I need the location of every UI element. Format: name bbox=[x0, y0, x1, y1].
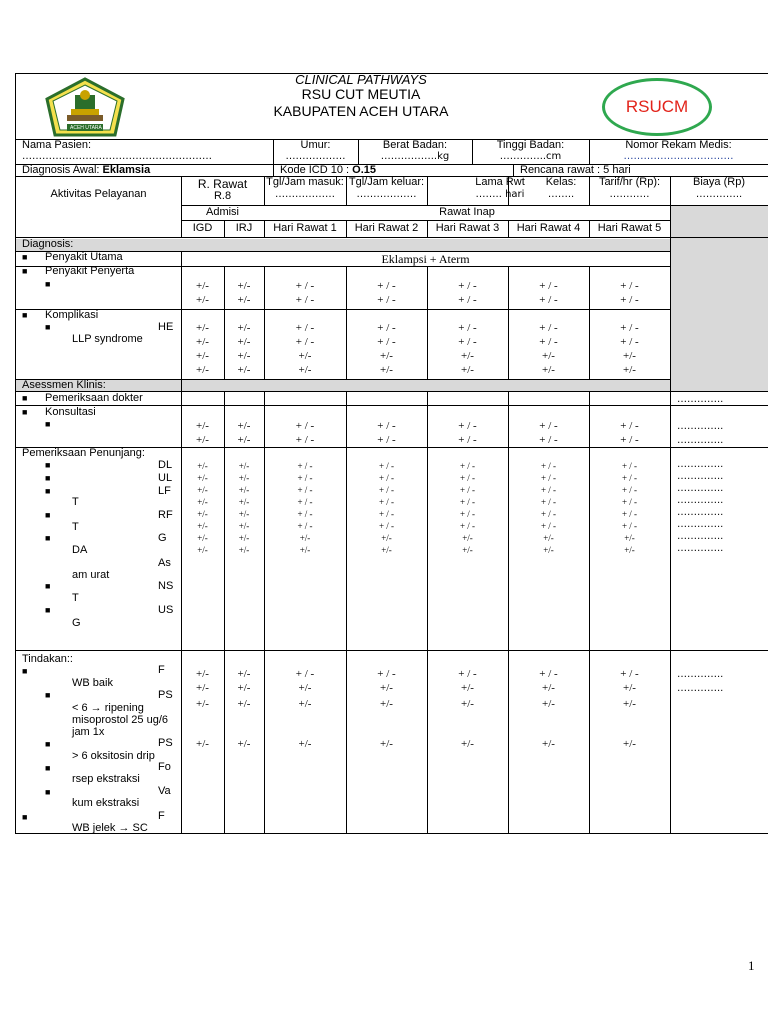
penunjang-item: T bbox=[72, 521, 79, 533]
pm-mark[interactable]: +/- bbox=[461, 738, 474, 750]
pm-mark[interactable]: + / - bbox=[621, 497, 638, 507]
pm-mark[interactable]: +/- bbox=[197, 473, 208, 483]
nama-pasien-label: Nama Pasien: bbox=[22, 139, 92, 151]
pm-mark[interactable]: + / - bbox=[295, 280, 315, 292]
pm-mark[interactable]: + / - bbox=[540, 521, 557, 531]
konsultasi-label: Konsultasi bbox=[45, 406, 96, 418]
biaya-dots[interactable]: ………….. bbox=[677, 471, 724, 482]
bullet-icon: ■ bbox=[22, 252, 28, 262]
penunjang-item: G bbox=[158, 532, 167, 544]
penunjang-section-label: Pemeriksaan Penunjang: bbox=[22, 447, 145, 459]
biaya-dots[interactable]: ………….. bbox=[677, 669, 724, 680]
biaya-field[interactable]: ………….. bbox=[695, 189, 743, 200]
pm-mark[interactable]: +/- bbox=[461, 364, 474, 376]
pm-mark[interactable]: + / - bbox=[539, 420, 558, 432]
penunjang-item: As bbox=[158, 557, 171, 569]
pm-mark[interactable]: +/- bbox=[197, 533, 208, 543]
pm-mark[interactable]: +/- bbox=[462, 533, 473, 543]
rawat-inap-header: Rawat Inap bbox=[439, 206, 495, 218]
pm-mark[interactable]: +/- bbox=[543, 545, 554, 555]
pm-mark[interactable]: +/- bbox=[542, 350, 555, 362]
pm-mark[interactable]: +/- bbox=[623, 682, 636, 694]
pm-mark[interactable]: + / - bbox=[295, 294, 315, 306]
hari-rawat-3-header: Hari Rawat 3 bbox=[435, 222, 500, 234]
pm-mark[interactable]: +/- bbox=[196, 738, 209, 750]
pm-mark[interactable]: + / - bbox=[295, 434, 315, 446]
pm-mark[interactable]: +/- bbox=[238, 485, 250, 495]
pm-mark[interactable]: + / - bbox=[377, 668, 396, 680]
bullet-icon: ■ bbox=[45, 787, 51, 797]
biaya-dots[interactable]: ………….. bbox=[677, 543, 724, 554]
pm-mark[interactable]: +/- bbox=[237, 336, 251, 348]
pm-mark[interactable]: + / - bbox=[540, 497, 557, 507]
pm-mark[interactable]: + / - bbox=[295, 322, 315, 334]
tindakan-f2: F bbox=[158, 810, 165, 822]
biaya-dots[interactable]: ………….. bbox=[677, 459, 724, 470]
pm-mark[interactable]: + / - bbox=[620, 280, 639, 292]
pm-mark[interactable]: +/- bbox=[542, 698, 555, 710]
bullet-icon: ■ bbox=[22, 407, 28, 417]
penunjang-item: G bbox=[72, 617, 81, 629]
bullet-icon: ■ bbox=[45, 322, 51, 332]
r8-value: R.8 bbox=[213, 190, 232, 202]
penunjang-item: DA bbox=[72, 544, 88, 556]
biaya-dots[interactable]: ………….. bbox=[677, 519, 724, 530]
pm-mark[interactable]: +/- bbox=[298, 364, 312, 376]
bullet-icon: ■ bbox=[45, 510, 51, 520]
bullet-icon: ■ bbox=[45, 486, 51, 496]
tgl-keluar-label: Tgl/Jam keluar: bbox=[348, 176, 425, 188]
grey-band-asesmen bbox=[16, 379, 670, 391]
pm-mark[interactable]: +/- bbox=[196, 682, 209, 694]
penunjang-item: am urat bbox=[72, 569, 110, 581]
pm-mark[interactable]: + / - bbox=[378, 521, 395, 531]
pm-mark[interactable]: +/- bbox=[238, 545, 250, 555]
pm-mark[interactable]: + / - bbox=[378, 485, 395, 495]
pm-mark[interactable]: + / - bbox=[297, 473, 313, 483]
pm-mark[interactable]: + / - bbox=[377, 280, 396, 292]
pm-mark[interactable]: + / - bbox=[620, 434, 639, 446]
berat-field[interactable]: ……………..kg bbox=[380, 151, 450, 162]
pm-mark[interactable]: +/- bbox=[298, 682, 312, 694]
pm-mark[interactable]: +/- bbox=[196, 698, 209, 710]
pm-mark[interactable]: + / - bbox=[377, 420, 396, 432]
penunjang-item: DL bbox=[158, 459, 173, 471]
pm-mark[interactable]: +/- bbox=[196, 350, 209, 362]
pm-mark[interactable]: + / - bbox=[297, 509, 313, 519]
pm-mark[interactable]: +/- bbox=[623, 364, 636, 376]
pm-mark[interactable]: + / - bbox=[621, 473, 638, 483]
pm-mark[interactable]: +/- bbox=[237, 322, 251, 334]
pm-mark[interactable]: +/- bbox=[298, 350, 312, 362]
pm-mark[interactable]: + / - bbox=[297, 461, 313, 471]
nama-pasien-field[interactable]: ………………………………………………… bbox=[22, 151, 212, 162]
pemeriksaan-dokter-label: Pemeriksaan dokter bbox=[45, 392, 143, 404]
pm-mark[interactable]: + / - bbox=[459, 473, 476, 483]
bullet-icon: ■ bbox=[45, 533, 51, 543]
penunjang-item: LF bbox=[158, 485, 171, 497]
bullet-icon: ■ bbox=[45, 605, 51, 615]
biaya-dots[interactable]: ………….. bbox=[677, 683, 724, 694]
pm-mark[interactable]: +/- bbox=[298, 738, 312, 750]
bullet-icon: ■ bbox=[45, 690, 51, 700]
pm-mark[interactable]: + / - bbox=[539, 434, 558, 446]
pm-mark[interactable]: +/- bbox=[196, 668, 209, 680]
tgl-masuk-label: Tgl/Jam masuk: bbox=[266, 176, 344, 188]
pm-mark[interactable]: +/- bbox=[381, 545, 392, 555]
pm-mark[interactable]: + / - bbox=[458, 434, 477, 446]
pm-mark[interactable]: +/- bbox=[299, 533, 311, 543]
pm-mark[interactable]: +/- bbox=[380, 698, 393, 710]
title-hospital: RSU CUT MEUTIA bbox=[301, 86, 421, 102]
pm-mark[interactable]: + / - bbox=[621, 509, 638, 519]
umur-label: Umur: bbox=[300, 139, 331, 151]
pm-mark[interactable]: +/- bbox=[196, 280, 209, 292]
pm-mark[interactable]: +/- bbox=[542, 738, 555, 750]
tindakan-wb-baik: WB baik bbox=[72, 677, 113, 689]
bullet-icon: ■ bbox=[45, 739, 51, 749]
diagnosis-section-label: Diagnosis: bbox=[22, 238, 74, 250]
pm-mark[interactable]: +/- bbox=[238, 533, 250, 543]
pm-mark[interactable]: + / - bbox=[377, 336, 396, 348]
tgl-keluar-field[interactable]: ……………… bbox=[356, 189, 417, 200]
diagnosis-awal: Diagnosis Awal: Eklamsia bbox=[22, 164, 151, 176]
pm-mark[interactable]: + / - bbox=[459, 509, 476, 519]
hari-rawat-2-header: Hari Rawat 2 bbox=[354, 222, 419, 234]
he-label: HE bbox=[158, 321, 174, 333]
pm-mark[interactable]: +/- bbox=[196, 434, 209, 446]
pm-mark[interactable]: + / - bbox=[378, 497, 395, 507]
pm-mark[interactable]: +/- bbox=[237, 420, 251, 432]
admisi-header: Admisi bbox=[205, 206, 239, 218]
bullet-icon: ■ bbox=[22, 266, 28, 276]
pm-mark[interactable]: + / - bbox=[459, 521, 476, 531]
pm-mark[interactable]: +/- bbox=[237, 682, 251, 694]
tindakan-ps1: PS bbox=[158, 689, 173, 701]
pm-mark[interactable]: + / - bbox=[620, 668, 639, 680]
title-clinical-pathways: CLINICAL PATHWAYS bbox=[295, 72, 427, 87]
pm-mark[interactable]: +/- bbox=[197, 545, 208, 555]
bullet-icon: ■ bbox=[45, 419, 51, 429]
pm-mark[interactable]: +/- bbox=[543, 533, 554, 543]
rekam-medis-label: Nomor Rekam Medis: bbox=[625, 139, 732, 151]
pm-mark[interactable]: + / - bbox=[540, 473, 557, 483]
pm-mark[interactable]: + / - bbox=[377, 434, 396, 446]
pm-mark[interactable]: +/- bbox=[238, 521, 250, 531]
bullet-icon: ■ bbox=[22, 812, 28, 822]
pm-mark[interactable]: + / - bbox=[458, 322, 477, 334]
pm-mark[interactable]: + / - bbox=[458, 280, 477, 292]
pm-mark[interactable]: +/- bbox=[196, 336, 209, 348]
pm-mark[interactable]: +/- bbox=[381, 533, 392, 543]
pm-mark[interactable]: +/- bbox=[196, 420, 209, 432]
pm-mark[interactable]: + / - bbox=[458, 420, 477, 432]
pm-mark[interactable]: + / - bbox=[459, 485, 476, 495]
penyakit-penyerta-label: Penyakit Penyerta bbox=[45, 265, 135, 277]
pm-mark[interactable]: +/- bbox=[623, 350, 636, 362]
hari-rawat-1-header: Hari Rawat 1 bbox=[273, 222, 337, 234]
pm-mark[interactable]: + / - bbox=[539, 336, 558, 348]
biaya-dots[interactable]: ………….. bbox=[677, 421, 724, 432]
bullet-icon: ■ bbox=[45, 279, 51, 289]
pm-mark[interactable]: +/- bbox=[624, 545, 635, 555]
pm-mark[interactable]: + / - bbox=[378, 461, 395, 471]
pm-mark[interactable]: + / - bbox=[620, 322, 639, 334]
bullet-icon: ■ bbox=[45, 763, 51, 773]
pm-mark[interactable]: +/- bbox=[237, 668, 251, 680]
biaya-dots[interactable]: ………….. bbox=[677, 435, 724, 446]
pm-mark[interactable]: +/- bbox=[623, 738, 636, 750]
pm-mark[interactable]: + / - bbox=[295, 336, 315, 348]
bullet-icon: ■ bbox=[45, 581, 51, 591]
pm-mark[interactable]: + / - bbox=[539, 280, 558, 292]
eklampsi-value: Eklampsi + Aterm bbox=[381, 252, 470, 266]
pm-mark[interactable]: +/- bbox=[197, 497, 208, 507]
rsucm-logo-text: RSUCM bbox=[625, 97, 689, 116]
pm-mark[interactable]: +/- bbox=[196, 364, 209, 376]
pm-mark[interactable]: +/- bbox=[237, 364, 251, 376]
r-rawat-header: R. Rawat bbox=[197, 177, 248, 191]
penunjang-item: US bbox=[158, 604, 174, 616]
pm-mark[interactable]: + / - bbox=[539, 668, 558, 680]
pm-mark[interactable]: + / - bbox=[297, 521, 313, 531]
lama-rawat-field[interactable]: …….. hari bbox=[475, 189, 525, 200]
penunjang-item: NS bbox=[158, 580, 174, 592]
pm-mark[interactable]: +/- bbox=[237, 738, 251, 750]
tinggi-field[interactable]: …………..cm bbox=[499, 151, 562, 162]
bullet-icon: ■ bbox=[22, 666, 28, 676]
pm-mark[interactable]: +/- bbox=[462, 545, 473, 555]
penunjang-item: T bbox=[72, 496, 79, 508]
tgl-masuk-field[interactable]: ……………… bbox=[275, 189, 335, 200]
pm-mark[interactable]: +/- bbox=[238, 473, 250, 483]
tindakan-fo: Fo bbox=[158, 761, 171, 773]
grey-panel-biaya bbox=[670, 206, 768, 391]
pm-mark[interactable]: + / - bbox=[377, 294, 396, 306]
tarif-field[interactable]: ………… bbox=[609, 189, 650, 200]
lama-rawat-label: Lama Rwt bbox=[475, 176, 525, 188]
kelas-field[interactable]: …….. bbox=[547, 189, 575, 200]
tindakan-kum: kum ekstraksi bbox=[72, 797, 140, 809]
pm-mark[interactable]: + / - bbox=[539, 322, 558, 334]
pm-mark[interactable]: + / - bbox=[621, 521, 638, 531]
page-number: 1 bbox=[748, 958, 755, 973]
komplikasi-label: Komplikasi bbox=[45, 309, 99, 321]
pm-mark[interactable]: +/- bbox=[237, 294, 251, 306]
pm-mark[interactable]: + / - bbox=[621, 485, 638, 495]
pm-mark[interactable]: + / - bbox=[297, 497, 313, 507]
biaya-dots[interactable]: ………….. bbox=[677, 507, 724, 518]
penyakit-utama-label: Penyakit Utama bbox=[45, 251, 123, 263]
pm-mark[interactable]: +/- bbox=[380, 682, 393, 694]
pm-mark[interactable]: + / - bbox=[295, 668, 315, 680]
title-region: KABUPATEN ACEH UTARA bbox=[273, 103, 449, 119]
bullet-icon: ■ bbox=[22, 393, 28, 403]
pm-mark[interactable]: +/- bbox=[380, 364, 393, 376]
pm-mark[interactable]: +/- bbox=[237, 434, 251, 446]
pm-mark[interactable]: + / - bbox=[458, 668, 477, 680]
llp-label: LLP syndrome bbox=[72, 333, 143, 345]
tindakan-ps1-text: < 6 → ripening misoprostol 25 ug/6 jam 1x bbox=[72, 702, 168, 738]
pm-mark[interactable]: + / - bbox=[539, 294, 558, 306]
pm-mark[interactable]: +/- bbox=[238, 509, 250, 519]
tindakan-ps2-text: > 6 oksitosin drip bbox=[72, 750, 155, 762]
aktivitas-pelayanan-header: Aktivitas Pelayanan bbox=[50, 188, 147, 200]
pm-mark[interactable]: +/- bbox=[461, 698, 474, 710]
pm-mark[interactable]: + / - bbox=[297, 485, 313, 495]
pm-mark[interactable]: + / - bbox=[620, 420, 639, 432]
rencana-rawat: Rencana rawat : 5 hari bbox=[520, 164, 631, 176]
pm-mark[interactable]: +/- bbox=[237, 350, 251, 362]
rekam-medis-field[interactable]: …………………………… bbox=[623, 151, 734, 162]
pm-mark[interactable]: +/- bbox=[298, 698, 312, 710]
penunjang-item: RF bbox=[158, 509, 173, 521]
hari-rawat-5-header: Hari Rawat 5 bbox=[597, 222, 662, 234]
tindakan-va: Va bbox=[158, 785, 171, 797]
pm-mark[interactable]: + / - bbox=[295, 420, 315, 432]
pm-mark[interactable]: + / - bbox=[459, 461, 476, 471]
berat-label: Berat Badan: bbox=[382, 139, 448, 151]
biaya-dots[interactable]: ………….. bbox=[677, 495, 724, 506]
pm-mark[interactable]: +/- bbox=[238, 497, 250, 507]
pm-mark[interactable]: +/- bbox=[197, 461, 208, 471]
logo-caption: ACEH UTARA bbox=[70, 125, 102, 131]
bullet-icon: ■ bbox=[22, 310, 28, 320]
grey-band-diagnosis bbox=[16, 239, 670, 251]
pm-mark[interactable]: +/- bbox=[461, 682, 474, 694]
pm-mark[interactable]: + / - bbox=[459, 497, 476, 507]
tarif-label: Tarif/hr (Rp): bbox=[598, 176, 661, 188]
pm-mark[interactable]: +/- bbox=[237, 698, 251, 710]
pm-mark[interactable]: +/- bbox=[299, 545, 311, 555]
pm-mark[interactable]: + / - bbox=[540, 461, 557, 471]
pm-mark[interactable]: +/- bbox=[380, 738, 393, 750]
pm-mark[interactable]: +/- bbox=[196, 294, 209, 306]
pm-mark[interactable]: +/- bbox=[542, 682, 555, 694]
pm-mark[interactable]: +/- bbox=[197, 485, 208, 495]
pm-mark[interactable]: +/- bbox=[623, 698, 636, 710]
pm-mark[interactable]: +/- bbox=[197, 509, 208, 519]
bullet-icon: ■ bbox=[45, 473, 51, 483]
tindakan-rsep: rsep ekstraksi bbox=[72, 773, 140, 785]
pm-mark[interactable]: +/- bbox=[624, 533, 635, 543]
pm-mark[interactable]: + / - bbox=[377, 322, 396, 334]
pm-mark[interactable]: + / - bbox=[540, 485, 557, 495]
umur-field[interactable]: ……………… bbox=[285, 151, 346, 162]
tindakan-ps2: PS bbox=[158, 737, 173, 749]
pm-mark[interactable]: + / - bbox=[458, 294, 477, 306]
pm-mark[interactable]: +/- bbox=[380, 350, 393, 362]
pm-mark[interactable]: +/- bbox=[461, 350, 474, 362]
pm-mark[interactable]: +/- bbox=[196, 322, 209, 334]
pm-mark[interactable]: + / - bbox=[540, 509, 557, 519]
pm-mark[interactable]: + / - bbox=[620, 294, 639, 306]
hari-rawat-4-header: Hari Rawat 4 bbox=[516, 222, 581, 234]
tindakan-wb-jelek: WB jelek → SC bbox=[72, 822, 148, 834]
pm-mark[interactable]: + / - bbox=[458, 336, 477, 348]
penunjang-item: T bbox=[72, 592, 79, 604]
asesmen-section-label: Asessmen Klinis: bbox=[22, 379, 106, 391]
tindakan-f1: F bbox=[158, 664, 165, 676]
biaya-dots[interactable]: ………….. bbox=[677, 394, 724, 405]
pm-mark[interactable]: + / - bbox=[620, 336, 639, 348]
kode-icd: Kode ICD 10 : O.15 bbox=[280, 164, 377, 176]
kelas-label: Kelas: bbox=[545, 176, 577, 188]
igd-header: IGD bbox=[192, 222, 213, 234]
tinggi-label: Tinggi Badan: bbox=[496, 139, 565, 151]
irj-header: IRJ bbox=[235, 222, 253, 234]
biaya-label: Biaya (Rp) bbox=[693, 176, 745, 188]
pm-mark[interactable]: + / - bbox=[621, 461, 638, 471]
pm-mark[interactable]: + / - bbox=[378, 509, 395, 519]
pm-mark[interactable]: +/- bbox=[197, 521, 208, 531]
penunjang-item: UL bbox=[158, 472, 173, 484]
bullet-icon: ■ bbox=[45, 460, 51, 470]
biaya-dots[interactable]: ………….. bbox=[677, 531, 724, 542]
pm-mark[interactable]: +/- bbox=[542, 364, 555, 376]
pm-mark[interactable]: +/- bbox=[238, 461, 250, 471]
tindakan-section-label: Tindakan:: bbox=[22, 653, 73, 665]
pm-mark[interactable]: +/- bbox=[237, 280, 251, 292]
pm-mark[interactable]: + / - bbox=[378, 473, 395, 483]
biaya-dots[interactable]: ………….. bbox=[677, 483, 724, 494]
